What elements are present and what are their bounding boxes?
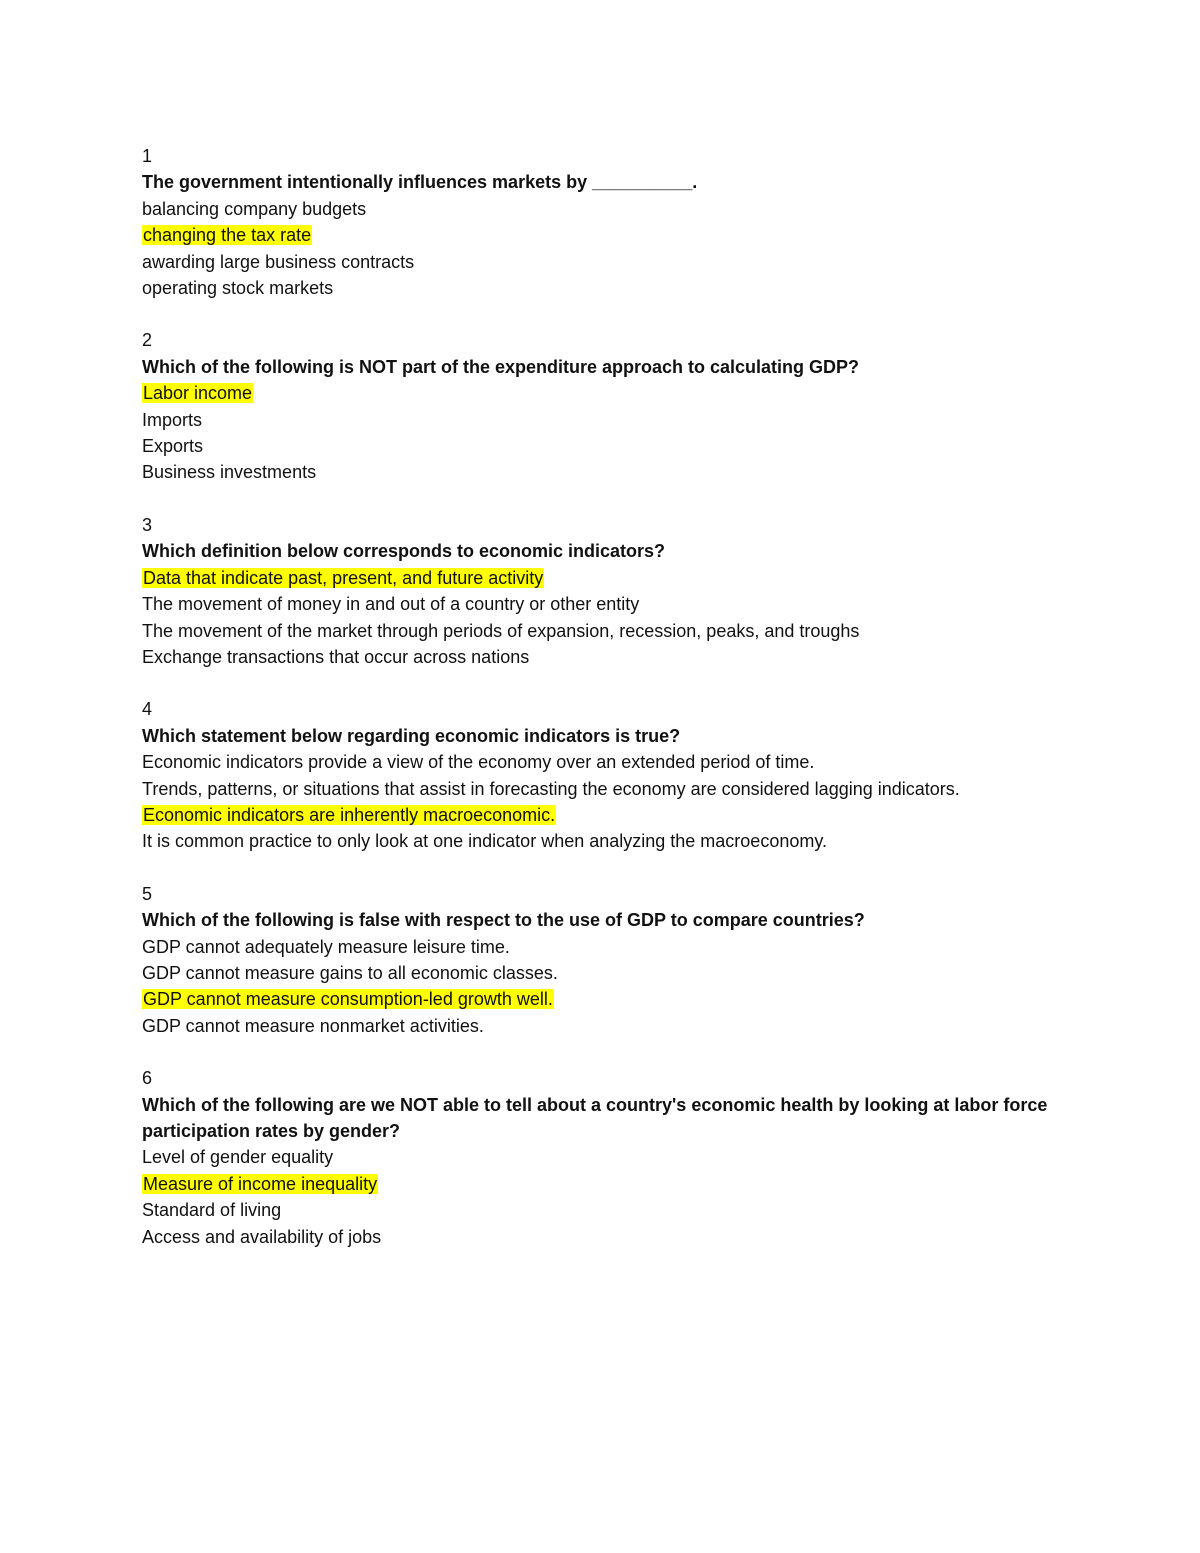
answer-option-text: balancing company budgets bbox=[142, 198, 367, 219]
question-2 bbox=[142, 327, 1102, 485]
quiz-document bbox=[142, 143, 1102, 1276]
answer-option bbox=[142, 407, 1102, 433]
answer-option bbox=[142, 196, 1102, 222]
answer-option-text: operating stock markets bbox=[142, 278, 334, 299]
answer-option-text: GDP cannot adequately measure leisure time. bbox=[142, 936, 510, 957]
answer-option-text: Exchange transactions that occur across nations bbox=[142, 646, 530, 667]
answer-option-text: GDP cannot measure gains to all economic classes. bbox=[142, 962, 558, 983]
answer-option-highlighted bbox=[142, 222, 1102, 248]
question-3 bbox=[142, 512, 1102, 670]
answer-option-text: Economic indicators are inherently macroeconomic. bbox=[143, 804, 556, 825]
question-6 bbox=[142, 1065, 1102, 1250]
answer-option-text: Level of gender equality bbox=[142, 1147, 334, 1168]
question-text: Which statement below regarding economic indicators is true? bbox=[142, 725, 681, 746]
question-number: 5 bbox=[142, 883, 153, 904]
answer-option-text: Standard of living bbox=[142, 1200, 282, 1221]
answer-option bbox=[142, 275, 1102, 301]
answer-option bbox=[142, 459, 1102, 485]
answer-option bbox=[142, 934, 1102, 960]
answer-option-text: awarding large business contracts bbox=[142, 251, 415, 272]
answer-option-text: Imports bbox=[142, 409, 203, 430]
answer-option bbox=[142, 591, 1102, 617]
answer-option-text: The movement of the market through periods of expansion, recession, peaks, and troughs bbox=[142, 620, 860, 641]
answer-option bbox=[142, 1013, 1102, 1039]
question-number: 3 bbox=[142, 514, 153, 535]
answer-option bbox=[142, 433, 1102, 459]
answer-option-text: changing the tax rate bbox=[143, 225, 312, 246]
answer-option-text: Trends, patterns, or situations that assist in forecasting the economy are considered lagging indicators. bbox=[142, 778, 960, 799]
question-number: 4 bbox=[142, 699, 153, 720]
answer-option bbox=[142, 1197, 1102, 1223]
answer-option-text: GDP cannot measure consumption-led growth well. bbox=[143, 989, 553, 1010]
answer-option bbox=[142, 960, 1102, 986]
answer-option bbox=[142, 618, 1102, 644]
answer-option-text: Exports bbox=[142, 436, 204, 457]
answer-option-text: Measure of income inequality bbox=[143, 1173, 378, 1194]
question-text: Which of the following are we NOT able to tell about a country's economic health by looking at labor force participation rates by gender? bbox=[142, 1094, 1048, 1141]
answer-option-text: GDP cannot measure nonmarket activities. bbox=[142, 1015, 484, 1036]
question-5 bbox=[142, 881, 1102, 1039]
answer-option-highlighted bbox=[142, 380, 1102, 406]
answer-option-text: Business investments bbox=[142, 462, 317, 483]
answer-option-text: Data that indicate past, present, and future activity bbox=[143, 567, 544, 588]
question-text: Which of the following is NOT part of the expenditure approach to calculating GDP? bbox=[142, 356, 860, 377]
question-text: The government intentionally influences markets by __________. bbox=[142, 172, 698, 193]
answer-option-text: Economic indicators provide a view of the economy over an extended period of time. bbox=[142, 752, 815, 773]
question-text: Which definition below corresponds to economic indicators? bbox=[142, 541, 666, 562]
question-4 bbox=[142, 696, 1102, 854]
question-number: 1 bbox=[142, 146, 153, 166]
answer-option bbox=[142, 1144, 1102, 1170]
answer-option bbox=[142, 644, 1102, 670]
answer-option-highlighted bbox=[142, 986, 1102, 1012]
answer-option-text: The movement of money in and out of a country or other entity bbox=[142, 594, 640, 615]
question-1 bbox=[142, 143, 1102, 301]
question-number: 2 bbox=[142, 330, 153, 351]
answer-option-highlighted bbox=[142, 565, 1102, 591]
answer-option-text: Access and availability of jobs bbox=[142, 1226, 382, 1247]
question-number: 6 bbox=[142, 1068, 153, 1089]
answer-option bbox=[142, 828, 1102, 854]
answer-option-text: Labor income bbox=[143, 383, 253, 404]
answer-option-highlighted bbox=[142, 802, 1102, 828]
answer-option-text: It is common practice to only look at one indicator when analyzing the macroeconomy. bbox=[142, 831, 828, 852]
answer-option bbox=[142, 749, 1102, 775]
question-text: Which of the following is false with respect to the use of GDP to compare countries? bbox=[142, 910, 865, 931]
answer-option-highlighted bbox=[142, 1171, 1102, 1197]
answer-option bbox=[142, 776, 1102, 802]
answer-option bbox=[142, 1224, 1102, 1250]
answer-option bbox=[142, 249, 1102, 275]
